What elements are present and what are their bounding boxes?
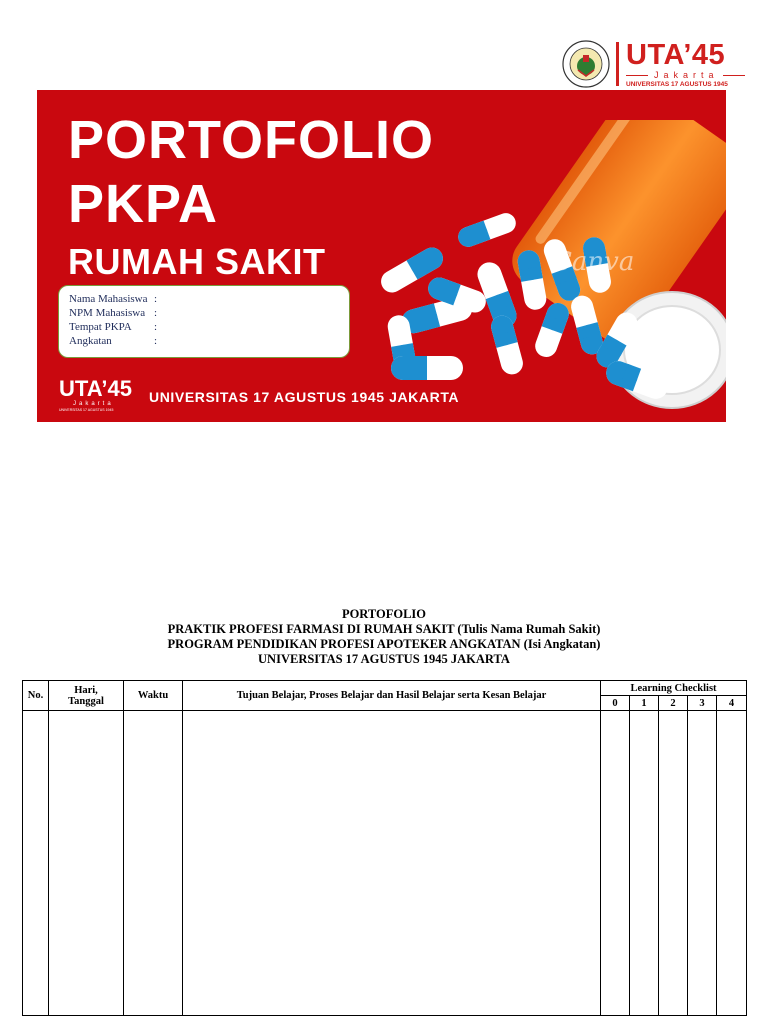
cell-hari-tanggal[interactable] — [49, 711, 124, 1016]
header-logo — [562, 38, 732, 90]
banner-footer-university: UNIVERSITAS 17 AGUSTUS 1945 JAKARTA — [149, 389, 460, 405]
checklist-level-1: 1 — [630, 696, 659, 711]
banner-title-rumah-sakit: RUMAH SAKIT — [68, 241, 326, 282]
student-info-box — [58, 285, 350, 358]
banner-footer-logo: UTA’45 Jakarta UNIVERSITAS 17 AGUSTUS 1945 — [59, 376, 132, 412]
table-row — [23, 711, 747, 1016]
canva-watermark: Canva — [552, 247, 635, 277]
cell-check-2[interactable] — [659, 711, 688, 1016]
checklist-level-0: 0 — [601, 696, 630, 711]
logo-divider — [616, 42, 619, 86]
cell-check-1[interactable] — [630, 711, 659, 1016]
logo-city: Jakarta — [654, 70, 719, 80]
cell-check-3[interactable] — [688, 711, 717, 1016]
col-header-waktu: Waktu — [124, 681, 183, 711]
portfolio-heading — [0, 607, 768, 667]
field-npm-mahasiswa: NPM Mahasiswa : — [69, 307, 158, 319]
checklist-level-3: 3 — [688, 696, 717, 711]
logo-university: UNIVERSITAS 17 AGUSTUS 1945 — [626, 81, 728, 88]
cell-waktu[interactable] — [124, 711, 183, 1016]
cell-no[interactable] — [23, 711, 49, 1016]
cover-banner — [37, 90, 726, 422]
cell-tujuan-belajar[interactable] — [183, 711, 601, 1016]
logo-brand: UTA’45 — [626, 39, 726, 71]
cell-check-4[interactable] — [717, 711, 747, 1016]
col-header-no: No. — [23, 681, 49, 711]
banner-title-pkpa: PKPA — [68, 174, 219, 234]
field-nama-mahasiswa: Nama Mahasiswa : — [69, 293, 158, 305]
col-header-tujuan-belajar: Tujuan Belajar, Proses Belajar dan Hasil Belajar serta Kesan Belajar — [183, 681, 601, 711]
checklist-level-2: 2 — [659, 696, 688, 711]
heading-line-2: PRAKTIK PROFESI FARMASI DI RUMAH SAKIT (Tulis Nama Rumah Sakit) — [167, 622, 601, 636]
banner-title-portofolio: PORTOFOLIO — [68, 110, 435, 170]
pills-bottle-illustration — [347, 120, 726, 422]
portfolio-table — [22, 680, 747, 1016]
col-header-hari-tanggal: Hari, Tanggal — [49, 681, 124, 711]
heading-line-3: PROGRAM PENDIDIKAN PROFESI APOTEKER ANGKATAN (Isi Angkatan) — [167, 637, 601, 651]
field-tempat-pkpa: Tempat PKPA : — [69, 321, 158, 333]
field-angkatan: Angkatan : — [69, 335, 158, 347]
heading-line-1: PORTOFOLIO — [341, 607, 427, 621]
col-header-learning-checklist: Learning Checklist — [601, 681, 747, 696]
university-seal-icon — [562, 40, 610, 88]
heading-line-4: UNIVERSITAS 17 AGUSTUS 1945 JAKARTA — [258, 652, 510, 666]
checklist-level-4: 4 — [717, 696, 747, 711]
cell-check-0[interactable] — [601, 711, 630, 1016]
